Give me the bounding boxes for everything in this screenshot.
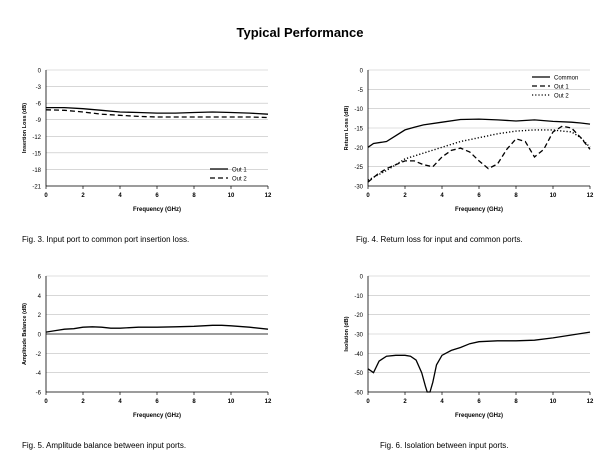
y-tick-label: -6 — [35, 390, 41, 397]
y-tick-label: -10 — [354, 293, 363, 300]
x-tick-label: 8 — [514, 193, 518, 199]
x-tick-label: 0 — [366, 399, 370, 405]
y-tick-label: -15 — [32, 151, 41, 158]
y-tick-label: -30 — [354, 184, 363, 191]
chart-insertion-loss — [8, 62, 278, 222]
x-axis-label: Frequency (GHz) — [132, 207, 182, 213]
x-tick-label: 4 — [440, 193, 444, 199]
x-tick-label: 4 — [118, 193, 122, 199]
x-tick-label: 0 — [44, 399, 48, 405]
y-tick-label: 0 — [359, 274, 363, 281]
y-tick-label: -9 — [35, 118, 41, 125]
caption-fig6: Fig. 6. Isolation between input ports. — [380, 441, 509, 450]
caption-fig3: Fig. 3. Input port to common port insertion loss. — [22, 235, 190, 244]
y-tick-label: -20 — [354, 313, 363, 320]
caption-fig5: Fig. 5. Amplitude balance between input ports. — [22, 441, 187, 450]
x-tick-label: 4 — [118, 399, 122, 405]
y-tick-label: -5 — [357, 87, 363, 94]
legend-label: Common — [554, 75, 579, 82]
x-tick-label: 6 — [477, 399, 481, 405]
x-tick-label: 2 — [81, 193, 85, 199]
x-tick-label: 12 — [586, 193, 594, 199]
x-axis-label: Frequency (GHz) — [454, 413, 504, 419]
x-tick-label: 2 — [81, 399, 85, 405]
page-title: Typical Performance — [236, 25, 364, 40]
y-tick-label: -2 — [35, 351, 41, 358]
chart-amplitude-balance — [8, 268, 278, 428]
x-tick-label: 10 — [227, 399, 235, 405]
y-axis-label: Isolation (dB) — [344, 316, 350, 352]
x-tick-label: 2 — [403, 399, 407, 405]
y-tick-label: -6 — [35, 101, 41, 108]
y-tick-label: 6 — [37, 274, 41, 281]
series-line-common — [368, 119, 590, 147]
y-tick-label: -30 — [354, 332, 363, 339]
x-tick-label: 2 — [403, 193, 407, 199]
series-line-out-1 — [46, 108, 268, 115]
x-tick-label: 12 — [264, 193, 272, 199]
series-line-out-2 — [368, 130, 590, 180]
y-axis-label: Insertion Loss (dB) — [22, 102, 28, 154]
y-tick-label: 2 — [37, 313, 41, 320]
x-tick-label: 12 — [264, 399, 272, 405]
x-tick-label: 12 — [586, 399, 594, 405]
x-tick-label: 8 — [192, 399, 196, 405]
y-tick-label: -50 — [354, 371, 363, 378]
x-tick-label: 10 — [227, 193, 235, 199]
chart-return-loss — [330, 62, 600, 222]
x-tick-label: 8 — [514, 399, 518, 405]
y-tick-label: 4 — [37, 293, 41, 300]
caption-fig4: Fig. 4. Return loss for input and common ports. — [356, 235, 523, 244]
x-tick-label: 6 — [477, 193, 481, 199]
y-tick-label: 0 — [359, 68, 363, 75]
x-tick-label: 10 — [549, 399, 557, 405]
y-axis-label: Amplitude Balance (dB) — [22, 302, 28, 366]
y-tick-label: -15 — [354, 126, 363, 133]
y-tick-label: -18 — [32, 167, 41, 174]
series-line-data — [368, 332, 590, 392]
y-tick-label: -40 — [354, 351, 363, 358]
chart-isolation — [330, 268, 600, 428]
y-tick-label: 0 — [37, 332, 41, 339]
y-tick-label: -12 — [32, 134, 41, 141]
y-axis-label: Return Loss (dB) — [344, 105, 350, 151]
legend-label: Out 1 — [232, 167, 247, 174]
series-line-out-1 — [368, 126, 590, 182]
x-tick-label: 4 — [440, 399, 444, 405]
legend-label: Out 2 — [232, 176, 247, 183]
x-tick-label: 0 — [44, 193, 48, 199]
y-tick-label: -25 — [354, 165, 363, 172]
x-tick-label: 10 — [549, 193, 557, 199]
x-tick-label: 6 — [155, 193, 159, 199]
y-tick-label: 0 — [37, 68, 41, 75]
x-tick-label: 0 — [366, 193, 370, 199]
y-tick-label: -10 — [354, 107, 363, 114]
x-axis-label: Frequency (GHz) — [454, 207, 504, 213]
series-line-data — [46, 325, 268, 332]
legend-label: Out 1 — [554, 84, 569, 91]
y-tick-label: -60 — [354, 390, 363, 397]
y-tick-label: -20 — [354, 145, 363, 152]
y-tick-label: -4 — [35, 371, 41, 378]
x-tick-label: 8 — [192, 193, 196, 199]
x-tick-label: 6 — [155, 399, 159, 405]
legend-label: Out 2 — [554, 93, 569, 100]
y-tick-label: -3 — [35, 85, 41, 92]
y-tick-label: -21 — [32, 184, 41, 191]
x-axis-label: Frequency (GHz) — [132, 413, 182, 419]
